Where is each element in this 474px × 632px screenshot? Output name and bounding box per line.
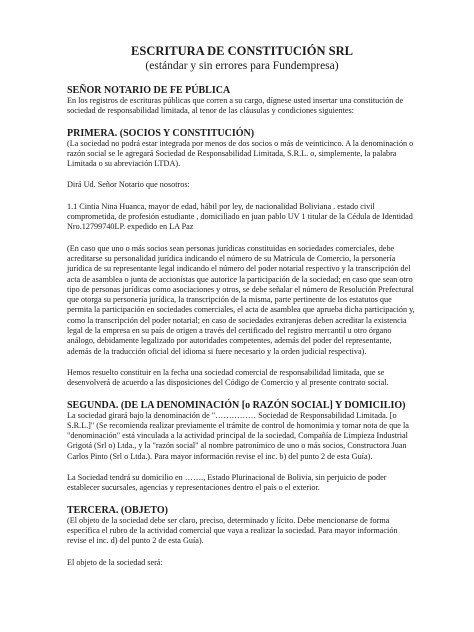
first-clause-heading: PRIMERA. (SOCIOS Y CONSTITUCIÓN) xyxy=(67,127,255,139)
document-title: ESCRITURA DE CONSTITUCIÓN SRL xyxy=(131,44,353,58)
first-clause-paragraph: (La sociedad no podrá estar integrada por menos de dos socios o más de veinticinco. A la denominación o razón social se le agregará Sociedad de Responsabilidad Limitada, S.R.L. o, simplemente, la palabra Limitada o su abreviación LTDA). xyxy=(67,138,414,169)
dira-paragraph: Dirá Ud. Señor Notario que nosotros: xyxy=(67,180,190,190)
domicile-paragraph: La Sociedad tendrá su domicilio en ……., Estado Plurinacional de Bolivia, sin perjuicio de poder establecer sucursales, agencias y representaciones dentro el país o el exterior. xyxy=(67,473,387,493)
document-page xyxy=(67,44,417,579)
resolution-paragraph: Hemos resuelto constituir en la fecha una sociedad comercial de responsabilidad limitada, que se desenvolverá de acuerdo a las disposiciones del Código de Comercio y al presente contrato social. xyxy=(67,367,389,388)
legal-persons-paragraph: (En caso que uno o más socios sean personas jurídicas constituidas en sociedades comerciales, debe acreditarse su personalidad jurídica indicando el número de su Matrícula de Comercio, la personería jurídica de su representante legal indicando el número del poder notarial respectivo y la transcripción del acta de asamblea o junta de accionistas que autorice la participación de la sociedad; en caso que sean otro tipo de personas jurídicas como asociaciones y otros, se debe señalar el número de Resolución Prefectural que otorga su personería jurídica, la transcripción de la misma, parte pertinente de los estatutos que permita la participación en sociedades comerciales, el acta de asamblea que aprueba dicha participación y, como la transcripción del poder notarial; en caso de sociedades extranjeras deben acreditar la existencia legal de la empresa en su país de origen a través del certificado del registro mercantil u otro órgano análogo, debidamente legalizado por autoridades competentes, además del poder del representante, además de la traducción oficial del idioma si fuere necesario y la orden judicial respectiva). xyxy=(67,243,415,356)
first-clause xyxy=(67,128,417,170)
document-subtitle: (estándar y sin errores para Fundempresa) xyxy=(145,60,339,72)
third-clause xyxy=(67,505,417,547)
second-clause-paragraph: La sociedad girará bajo la denominación de "…………… Sociedad de Responsabilidad Limitada. [o S.R.L.]" (Se recomienda realizar previamente el trámite de control de homonimia y tomar nota de que la "denominación" está vinculada a la actividad principal de la sociedad, Compañía de Limpieza Industrial Grigotá (Srl o) Ltda., y la "razón social" al nombre patronímico de uno o más socios, Constructora Juan Carlos Pinto (Srl o Ltda.). Para mayor información revise el inc. b) del punto 2 de esta Guía). xyxy=(67,410,409,461)
partner-paragraph: 1.1 Cintia Nina Huanca, mayor de edad, hábil por ley, de nacionalidad Boliviana . estado civil comprometida, de profesión estudiante , domiciliado en juan pablo UV 1 titular de la Cédula de Identidad Nro.12799740LP. expedido en LA Paz xyxy=(67,201,413,232)
notary-section xyxy=(67,85,417,117)
third-clause-heading: TERCERA. (OBJETO) xyxy=(67,504,168,516)
second-clause-heading: SEGUNDA. (DE LA DENOMINACIÓN [o RAZÓN SOCIAL] Y DOMICILIO) xyxy=(67,399,406,411)
notary-paragraph: En los registros de escrituras públicas que corren a su cargo, dígnese usted insertar una constitución de sociedad de responsabilidad limitada, al tenor de las cláusulas y condiciones siguientes: xyxy=(67,96,404,116)
notary-heading: SEÑOR NOTARIO DE FE PÚBLICA xyxy=(67,85,231,96)
object-intro-paragraph: El objeto de la sociedad será: xyxy=(67,557,163,567)
second-clause xyxy=(67,400,417,462)
third-clause-paragraph: (El objeto de la sociedad debe ser claro, preciso, determinado y lícito. Debe mencionarse de forma específica el rubro de la actividad comercial que vaya a realizar la sociedad. Para mayor información revise el inc. d) del punto 2 de esta Guía). xyxy=(67,515,398,546)
